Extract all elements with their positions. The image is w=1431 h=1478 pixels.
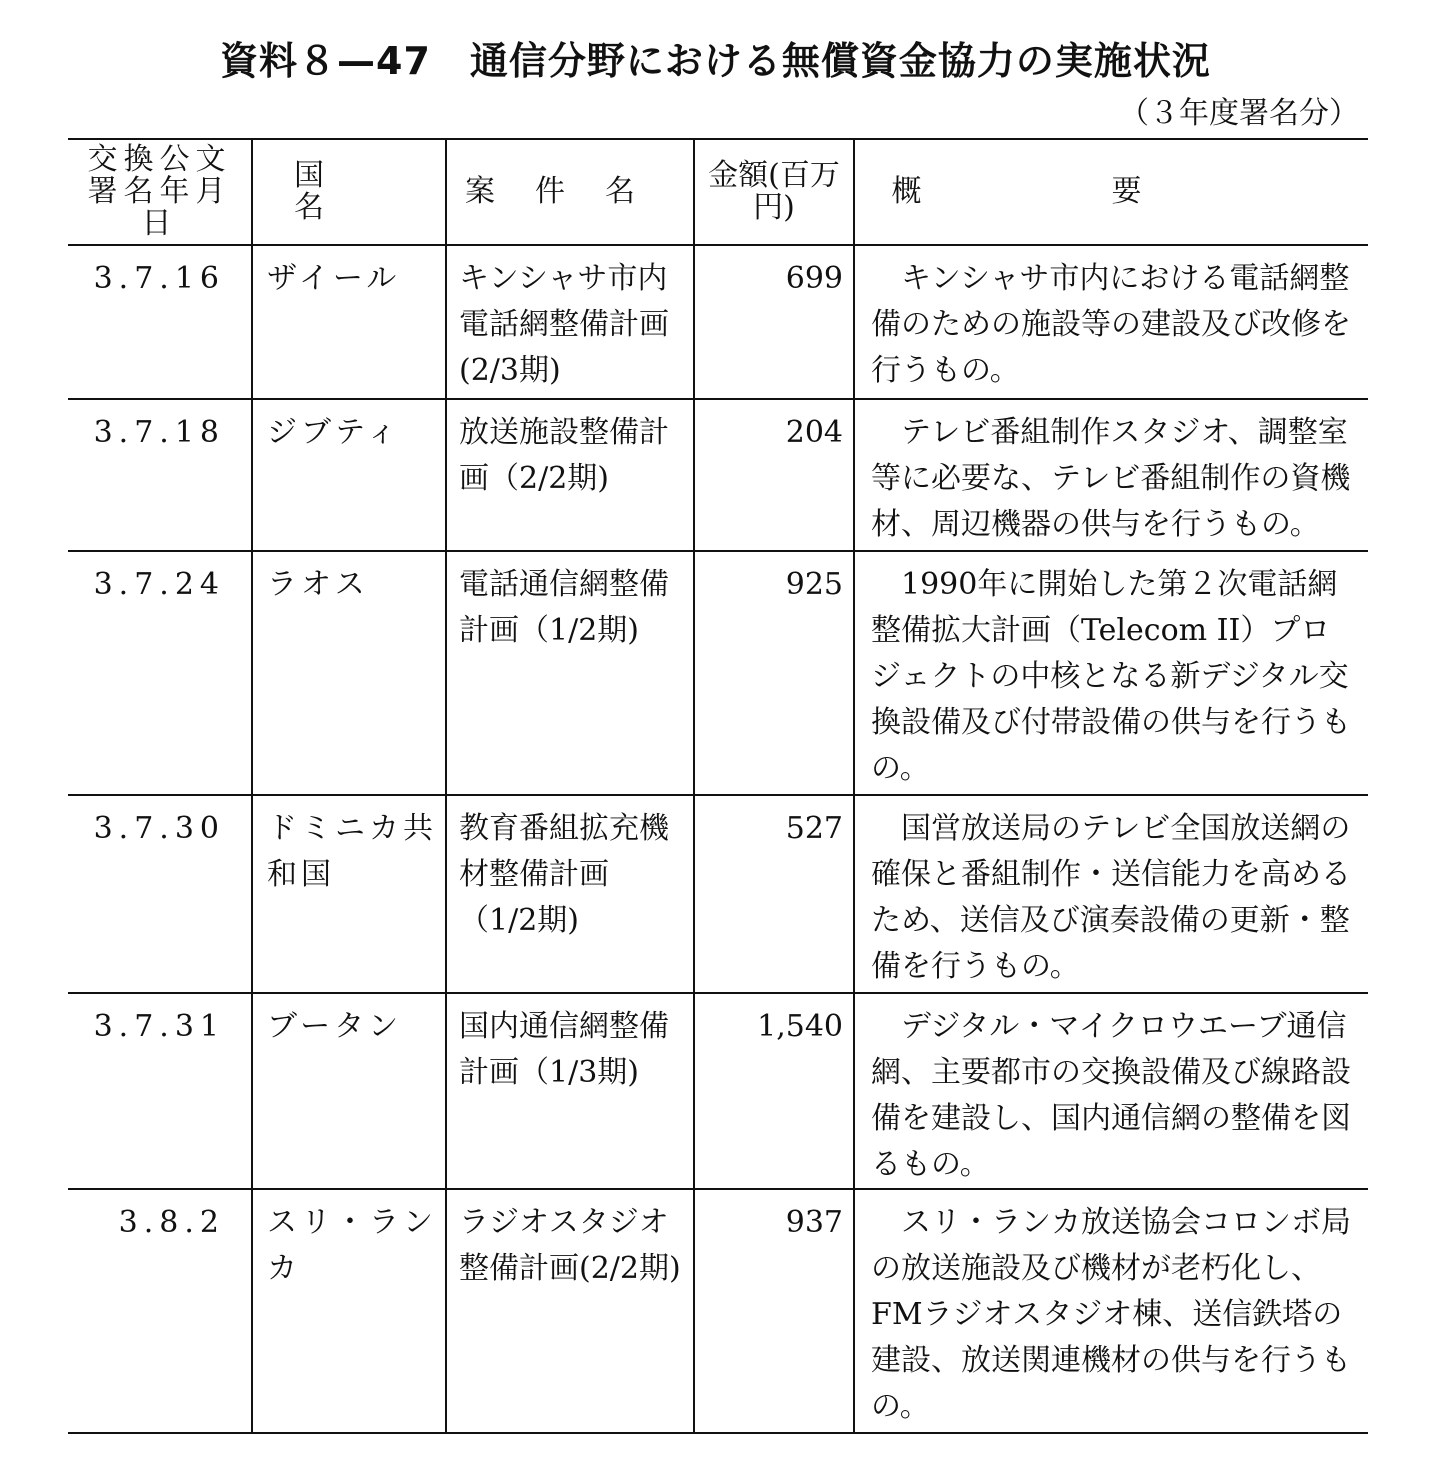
cell-country: ザイール (252, 245, 446, 399)
header-country: 国名 (252, 139, 446, 245)
cell-date: 3.7.18 (68, 399, 252, 551)
cell-country: ドミニカ共和国 (252, 795, 446, 993)
cell-summary: 1990年に開始した第２次電話網整備拡大計画（Telecom II）プロジェクトの中核となる新デジタル交換設備及び付帯設備の供与を行うもの。 (854, 551, 1368, 795)
cell-project: キンシャサ市内電話網整備計画(2/3期) (446, 245, 694, 399)
cell-amount: 925 (694, 551, 854, 795)
cell-country: スリ・ランカ (252, 1189, 446, 1433)
cell-summary: 国営放送局のテレビ全国放送網の確保と番組制作・送信能力を高めるため、送信及び演奏設備の更新・整備を行うもの。 (854, 795, 1368, 993)
table-row (68, 795, 1368, 993)
cell-date: 3.7.31 (68, 993, 252, 1189)
table-row (68, 399, 1368, 551)
header-amount: 金額(百万円) (694, 139, 854, 245)
cell-project: 電話通信網整備計画（1/2期) (446, 551, 694, 795)
document-subtitle: （３年度署名分） (1119, 96, 1359, 131)
cell-country: ラオス (252, 551, 446, 795)
cell-country: ブータン (252, 993, 446, 1189)
cell-date: 3.7.24 (68, 551, 252, 795)
cell-date: 3.7.30 (68, 795, 252, 993)
table-row (68, 245, 1368, 399)
cell-project: 放送施設整備計画（2/2期) (446, 399, 694, 551)
cell-amount: 527 (694, 795, 854, 993)
header-date: 交換公文署名年月日 (68, 139, 252, 245)
cell-summary: デジタル・マイクロウエーブ通信網、主要都市の交換設備及び線路設備を建設し、国内通信網の整備を図るもの。 (854, 993, 1368, 1189)
table-row (68, 1189, 1368, 1433)
cell-project: ラジオスタジオ整備計画(2/2期) (446, 1189, 694, 1433)
cell-amount: 937 (694, 1189, 854, 1433)
cell-summary: テレビ番組制作スタジオ、調整室等に必要な、テレビ番組制作の資機材、周辺機器の供与を行うもの。 (854, 399, 1368, 551)
cell-amount: 699 (694, 245, 854, 399)
header-summary: 概要 (854, 139, 1368, 245)
header-project: 案件名 (446, 139, 694, 245)
document-title: 資料８—47 通信分野における無償資金協力の実施状況 (220, 39, 1211, 83)
cell-project: 教育番組拡充機材整備計画（1/2期) (446, 795, 694, 993)
cell-date: 3.8.2 (68, 1189, 252, 1433)
cell-amount: 204 (694, 399, 854, 551)
cell-country: ジブティ (252, 399, 446, 551)
cell-summary: キンシャサ市内における電話網整備のための施設等の建設及び改修を行うもの。 (854, 245, 1368, 399)
cell-amount: 1,540 (694, 993, 854, 1189)
table-row (68, 551, 1368, 795)
cell-summary: スリ・ランカ放送協会コロンボ局の放送施設及び機材が老朽化し、FMラジオスタジオ棟、送信鉄塔の建設、放送関連機材の供与を行うもの。 (854, 1189, 1368, 1433)
table-row (68, 993, 1368, 1189)
cell-date: 3.7.16 (68, 245, 252, 399)
cell-project: 国内通信網整備計画（1/3期) (446, 993, 694, 1189)
header-row (68, 139, 1368, 245)
cooperation-table (68, 138, 1368, 1434)
